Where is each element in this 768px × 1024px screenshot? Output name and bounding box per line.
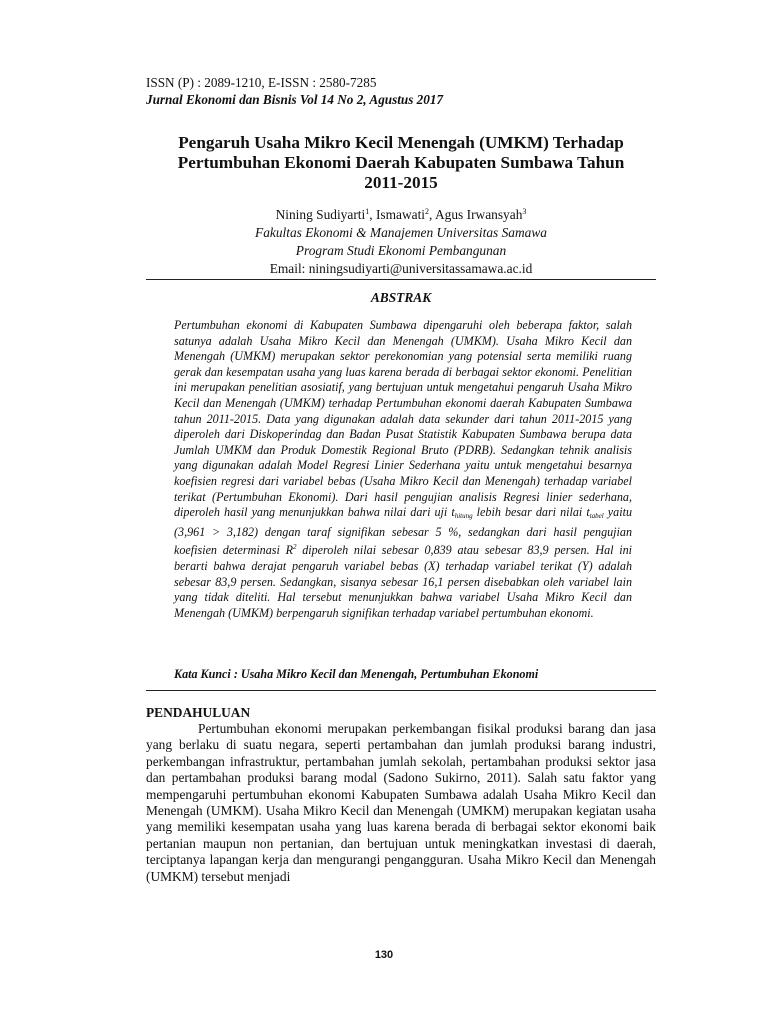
intro-body [146, 721, 656, 885]
abstract-text: diperoleh nilai sebesar 0,839 atau sebesar 83,9 persen. Hal ini berarti bahwa derajat pengaruh variabel bebas (X) terhadap variabel terikat (Y) adalah sebesar 83,9 persen. Sedangkan, sisanya sebesar 16,1 persen disebabkan oleh variabel lain yang tidak diteliti. Hal tersebut menunjukkan bahwa variabel Usaha Mikro Kecil dan Menengah (UMKM) berpengaruh signifikan terhadap variabel pertumbuhan ekonomi. [174, 543, 632, 620]
abstract-heading: ABSTRAK [370, 290, 432, 305]
author-separator: , [429, 207, 435, 222]
abstract-text: yaitu (3,961 > 3,182) dengan taraf signifikan sebesar 5 %, sedangkan dari hasil pengujian koefisien determinasi R [174, 505, 632, 558]
superscript-two: 2 [292, 543, 297, 552]
author-email: Email: niningsudiyarti@universitassamawa.ac.id [269, 261, 533, 276]
author-affiliation-mark: 2 [425, 207, 430, 216]
subscript-tabel: tabel [589, 512, 604, 521]
title-line: Pengaruh Usaha Mikro Kecil Menengah (UMKM) Terhadap [178, 133, 624, 152]
author-name: Agus Irwansyah [435, 207, 523, 222]
title-line: Pertumbuhan Ekonomi Daerah Kabupaten Sumbawa Tahun [177, 153, 625, 172]
title-line: 2011-2015 [364, 173, 438, 192]
paper-title [146, 133, 656, 193]
abstract-paragraph [174, 318, 632, 621]
journal-name: Jurnal Ekonomi dan Bisnis Vol 14 No 2, Agustus 2017 [146, 92, 444, 107]
author-block [146, 203, 656, 278]
intro-paragraph: Pertumbuhan ekonomi merupakan perkembangan fisikal produksi barang dan jasa yang berlaku di suatu negara, seperti pertambahan dan jumlah produksi barang industri, perkembangan infrastruktur, pertambahan jumlah sekolah, pertambahan produksi sektor jasa dan pertambahan produksi barang modal (Sadono Sukirno, 2011). Salah satu faktor yang mempengaruhi pertumbuhan ekonomi Kabupaten Sumbawa adalah Usaha Mikro Kecil dan Menengah (UMKM). Usaha Mikro Kecil dan Menengah (UMKM) merupakan kegiatan usaha yang memiliki kesempatan usaha yang luas karena berada di berbagai sektor ekonomi baik pertanian maupun non pertanian, dan bertujuan untuk meningkatkan investasi di daerah, terciptanya lapangan kerja dan mengurangi pengangguran. Usaha Mikro Kecil dan Menengah (UMKM) tersebut menjadi [146, 721, 656, 884]
author-names [146, 203, 656, 224]
abstract-text: Pertumbuhan ekonomi di Kabupaten Sumbawa dipengaruhi oleh beberapa faktor, salah satunya adalah Usaha Mikro Kecil dan Menengah (UMKM). Usaha Mikro Kecil dan Menengah (UMKM) merupakan sektor perekonomian yang potensial serta memiliki ruang gerak dan kesempatan usaha yang luas karena berada di berbagai sektor ekonomi. Penelitian ini merupakan penelitian asosiatif, yang bertujuan untuk mengetahui pengaruh Usaha Mikro Kecil dan Menengah (UMKM) terhadap Pertumbuhan ekonomi daerah Kabupaten Sumbawa tahun 2011-2015. Data yang digunakan adalah data sekunder dari tahun 2011-2015 yang diperoleh dari Diskoperindag dan Badan Pusat Statistik Kabupaten Sumbawa berupa data Jumlah UMKM dan Produk Domestik Regional Bruto (PDRB). Sedangkan tehnik analisis yang digunakan adalah Model Regresi Linier Sederhana yaitu untuk mengetahui besarnya koefisien regresi dari variabel bebas (Usaha Mikro Kecil dan Menengah) terhadap variabel terikat (Pertumbuhan Ekonomi). Dari hasil pengujian analisis Regresi linier sederhana, diperoleh hasil yang menunjukkan bahwa nilai dari uji t [174, 318, 632, 520]
author-affiliation-mark: 3 [522, 207, 527, 216]
subscript-hitung: hitung [454, 512, 473, 521]
author-name: Ismawati [375, 207, 426, 222]
page-number: 130 [374, 949, 394, 961]
divider-top [146, 279, 656, 280]
section-heading: PENDAHULUAN [146, 705, 251, 720]
author-name: Nining Sudiyarti [275, 207, 366, 222]
author-affiliation-mark: 1 [365, 207, 370, 216]
journal-header [146, 74, 443, 108]
abstract-text: lebih besar dari nilai t [472, 505, 590, 520]
study-program: Program Studi Ekonomi Pembangunan [295, 243, 507, 258]
issn-line: ISSN (P) : 2089-1210, E-ISSN : 2580-7285 [146, 75, 377, 90]
abstract-body [174, 318, 632, 621]
divider-bottom [146, 690, 656, 691]
faculty-affiliation: Fakultas Ekonomi & Manajemen Universitas Samawa [255, 225, 547, 240]
author-separator: , [369, 207, 376, 222]
keywords: Kata Kunci : Usaha Mikro Kecil dan Menengah, Pertumbuhan Ekonomi [174, 667, 539, 681]
